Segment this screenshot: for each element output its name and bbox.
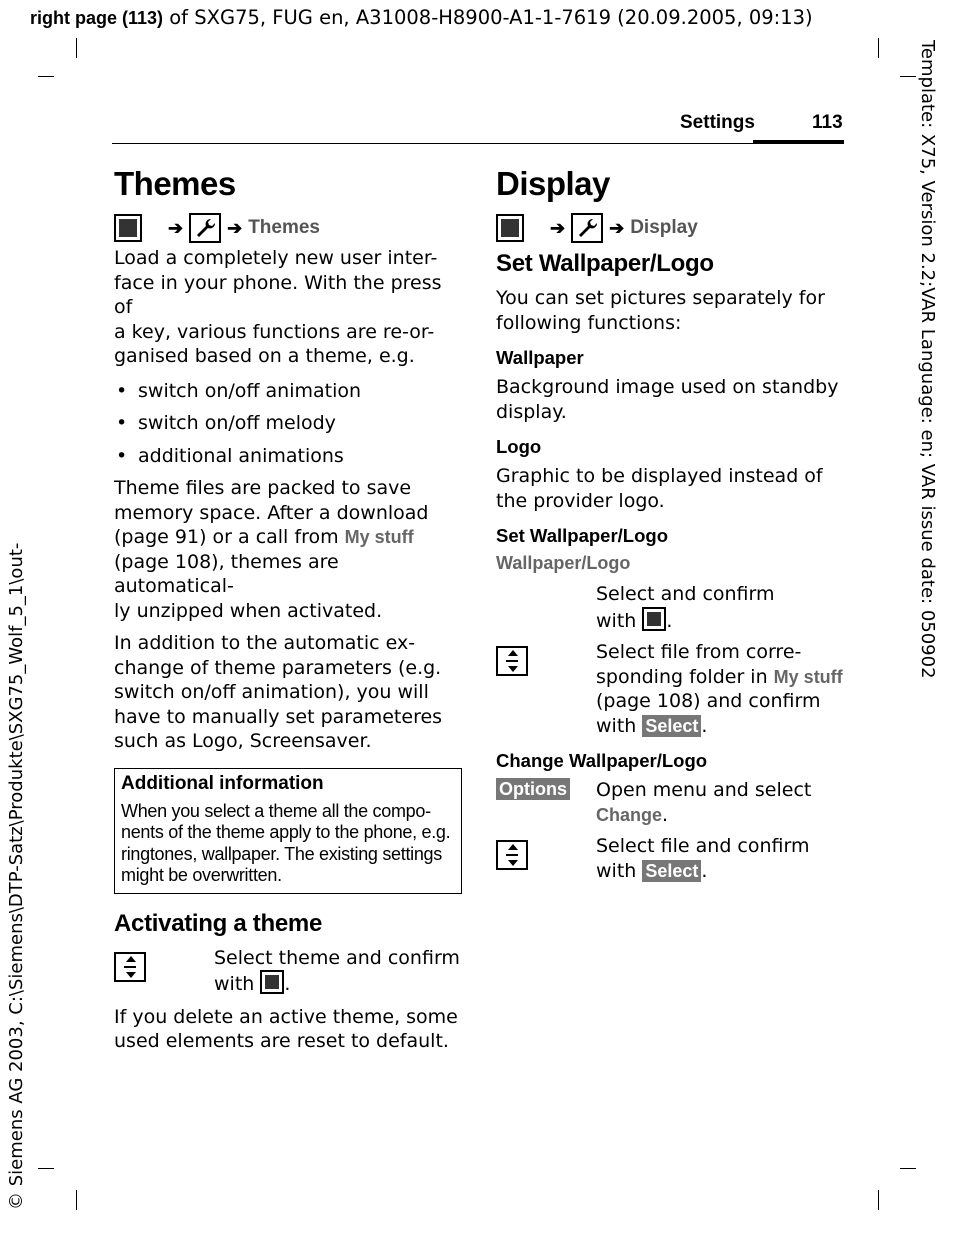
additional-info-body (121, 801, 455, 887)
text-line: with (596, 714, 643, 737)
crop-mark (38, 76, 54, 77)
text-line: Select file and confirm (596, 835, 810, 857)
crop-mark (76, 38, 77, 58)
text-line: ly unzipped when activated. (114, 599, 383, 622)
menu-key-icon (114, 214, 142, 242)
text-line: display. (496, 400, 567, 423)
set-step-2 (496, 640, 844, 738)
text-line: ringtones, wallpaper. The existing settings (121, 843, 442, 864)
text-line: have to manually set parameteres (114, 705, 443, 728)
change-menu-ref: Change (596, 804, 663, 825)
period: . (666, 609, 673, 632)
wallpaper-desc (496, 375, 844, 424)
my-stuff-menu-ref: My stuff (344, 527, 414, 547)
text-line: Select and confirm (596, 583, 775, 605)
template-info-vertical: Template: X75, Version 2.2;VAR Language: en; VAR issue date: 050902 (917, 40, 938, 679)
navigation-key-icon (114, 952, 146, 982)
text-line: Theme files are packed to save (114, 477, 412, 499)
text-line: the provider logo. (496, 489, 665, 512)
center-key-icon (260, 970, 284, 994)
display-menu-path (496, 208, 844, 248)
text-line: Graphic to be displayed instead of (496, 465, 823, 487)
text-line: switch on/off animation), you will (114, 681, 429, 703)
period: . (701, 714, 708, 737)
wrench-icon (189, 213, 221, 243)
themes-title: Themes (114, 165, 236, 202)
menu-key-icon (496, 214, 524, 242)
arrow-right-icon: ➔ (609, 217, 625, 238)
display-path-label: Display (630, 217, 698, 238)
text-line: Open menu and select (596, 779, 812, 801)
arrow-right-icon: ➔ (550, 217, 566, 238)
text-line: memory space. After a download (114, 501, 429, 524)
text-line: Select file from corre- (596, 641, 802, 663)
themes-para3 (114, 631, 462, 754)
list-item: • switch on/off melody (114, 407, 462, 440)
wrench-icon (571, 213, 603, 243)
activating-step-text (214, 946, 462, 997)
select-softkey: Select (642, 715, 701, 737)
text-line: You can set pictures separately for (496, 287, 825, 309)
print-info-bold: right page (113) (30, 8, 164, 28)
crop-mark (878, 1190, 879, 1210)
additional-info-title: Additional information (121, 772, 324, 794)
set-intro (496, 286, 844, 335)
display-column (496, 160, 844, 883)
text-line: with (214, 973, 261, 995)
text-line: a key, various functions are re-or- (114, 320, 435, 343)
text-line: (page 108), themes are automatical- (114, 550, 339, 597)
set-step-1 (496, 582, 844, 633)
logo-heading: Logo (496, 436, 542, 457)
navigation-key-icon (496, 840, 528, 870)
text-line: with (596, 609, 643, 632)
crop-mark (900, 76, 916, 77)
list-item: • additional animations (114, 440, 462, 473)
crop-mark (76, 1190, 77, 1210)
crop-mark (38, 1168, 54, 1169)
period: . (701, 859, 708, 882)
header-rule-thick (753, 140, 844, 144)
text-line: (page 91) or a call from (114, 526, 345, 548)
period: . (662, 803, 669, 826)
set-wallpaper-logo-title: Set Wallpaper/Logo (496, 250, 714, 277)
print-info-text: of SXG75, FUG en, A31008-H8900-A1-1-7619 (20.09.2005, 09:13) (163, 6, 813, 29)
activating-theme-title: Activating a theme (114, 909, 322, 937)
wallpaper-heading: Wallpaper (496, 347, 584, 368)
themes-menu-path (114, 208, 462, 248)
text-line: used elements are reset to default. (114, 1030, 449, 1052)
arrow-right-icon: ➔ (168, 217, 184, 238)
themes-column (114, 160, 462, 1054)
text-line: following functions: (496, 311, 682, 334)
text-line: Load a completely new user inter- (114, 247, 438, 269)
text-line: change of theme parameters (e.g. (114, 656, 442, 679)
themes-intro (114, 246, 462, 369)
text-line: such as Logo, Screensaver. (114, 730, 372, 752)
text-line: Background image used on standby (496, 376, 839, 398)
additional-info-box (114, 768, 462, 894)
themes-path-label: Themes (248, 217, 320, 238)
text-line: If you delete an active theme, some (114, 1005, 458, 1028)
display-title: Display (496, 165, 610, 202)
text-line: sponding folder in (596, 665, 774, 688)
text-line: In addition to the automatic ex- (114, 632, 416, 654)
navigation-key-icon (496, 646, 528, 676)
period: . (284, 973, 291, 995)
change-wallpaper-logo-heading: Change Wallpaper/Logo (496, 750, 708, 771)
text-line: might be overwritten. (121, 865, 282, 885)
text-line: face in your phone. With the press of (114, 271, 442, 318)
themes-bullets (114, 375, 462, 473)
list-item: • switch on/off animation (114, 375, 462, 408)
themes-para2 (114, 476, 462, 623)
text-line: nents of the theme apply to the phone, e.g. (121, 822, 451, 842)
copyright-vertical: © Siemens AG 2003, C:\Siemens\DTP-Satz\Produkte\SXG75_Wolf_5_1\out- (6, 542, 27, 1210)
wallpaper-logo-menu-item: Wallpaper/Logo (496, 553, 631, 573)
crop-mark (878, 38, 879, 58)
change-step-1 (496, 778, 844, 827)
page-number: 113 (812, 112, 843, 133)
my-stuff-menu-ref: My stuff (773, 666, 843, 687)
header-rule (112, 143, 844, 144)
running-header-section: Settings (680, 112, 755, 133)
options-softkey: Options (496, 778, 570, 800)
text-line: When you select a theme all the compo- (121, 800, 431, 821)
text-line: (page 108) and confirm (596, 690, 821, 712)
text-line: ganised based on a theme, e.g. (114, 345, 415, 367)
text-line: with (596, 859, 643, 882)
center-key-icon (642, 607, 666, 631)
select-softkey: Select (642, 860, 701, 882)
print-info-line (30, 6, 813, 29)
set-sub-heading: Set Wallpaper/Logo (496, 525, 668, 546)
text-line: Select theme and confirm (214, 946, 460, 969)
activating-step (114, 946, 462, 997)
change-step-2 (496, 834, 844, 883)
crop-mark (900, 1168, 916, 1169)
arrow-right-icon: ➔ (227, 217, 243, 238)
themes-closing (114, 1005, 462, 1054)
logo-desc (496, 464, 844, 513)
